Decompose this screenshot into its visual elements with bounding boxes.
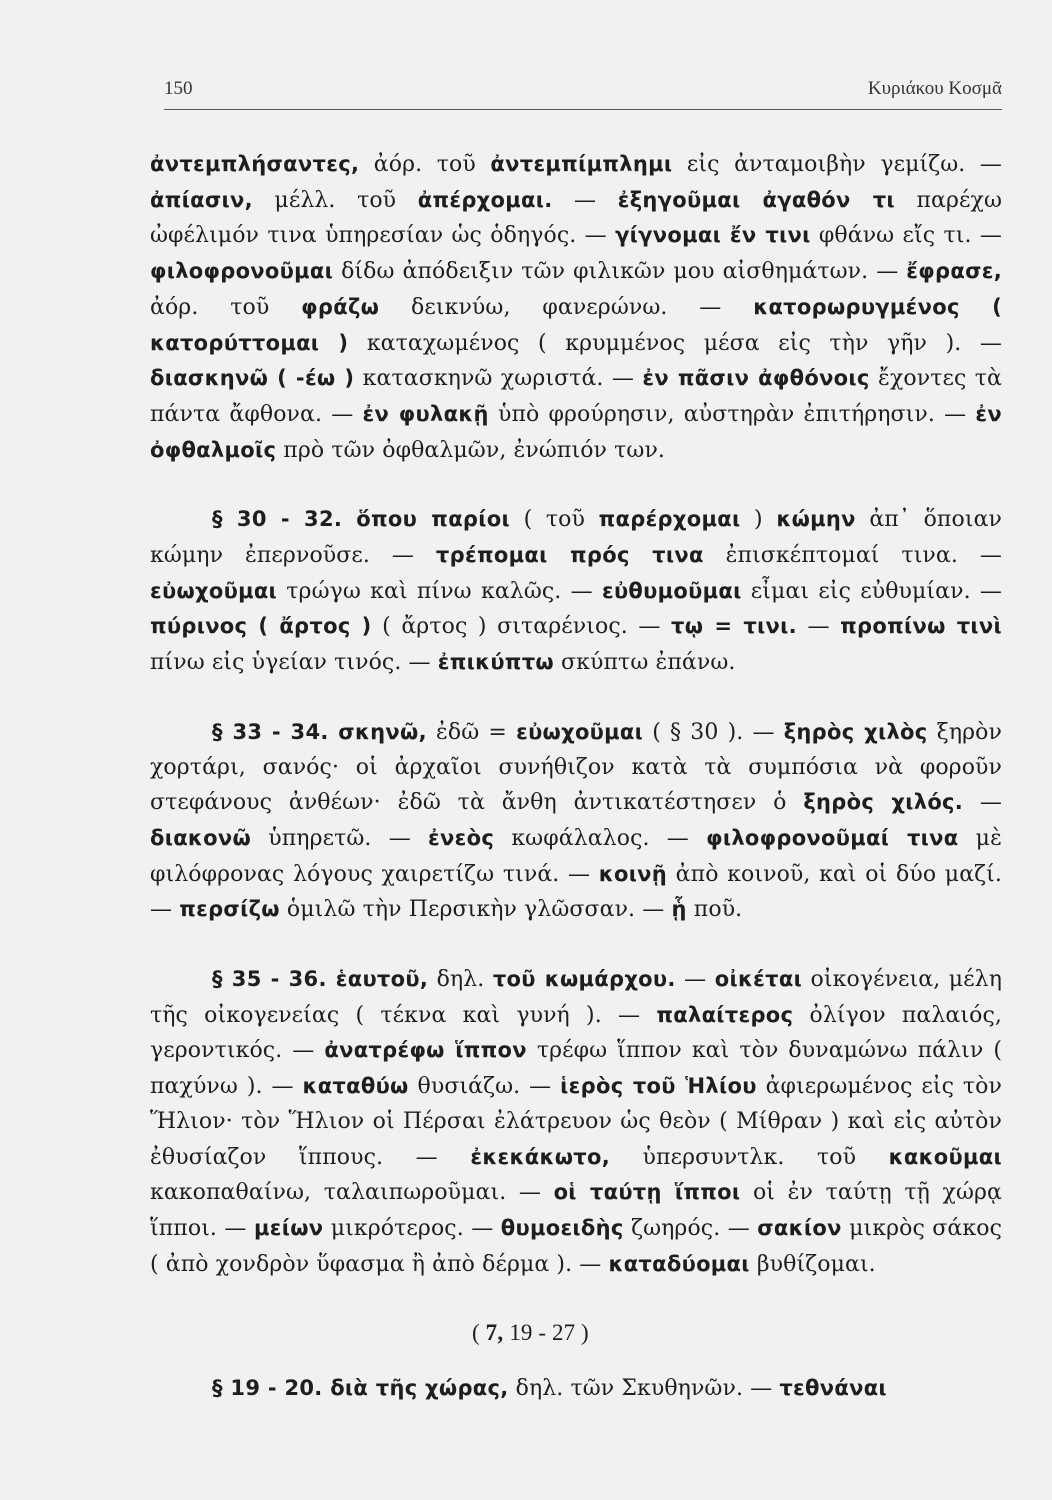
lemma: τρέπομαι πρός τινα bbox=[435, 543, 704, 568]
lemma: ἀνατρέφω ἵππον bbox=[324, 1038, 527, 1063]
lemma: φιλοφρονοῦμαι bbox=[150, 259, 334, 284]
lemma: ἀπέρχομαι. bbox=[417, 187, 553, 212]
gloss-text: εἰς ἀνταμοιβὴν γεμίζω. — bbox=[672, 152, 1002, 177]
chapter-ref-range: 19 - 27 ) bbox=[503, 1320, 589, 1346]
chapter-reference bbox=[150, 1316, 1002, 1351]
lemma: διασκηνῶ ( -έω ) bbox=[150, 366, 355, 391]
lemma: ἐν φυλακῇ bbox=[362, 401, 489, 426]
gloss-text: βυθίζομαι. bbox=[749, 1251, 876, 1277]
lemma: εὐωχοῦμαι bbox=[150, 578, 278, 603]
lemma: καταθύω bbox=[302, 1074, 409, 1099]
gloss-text: ἐπισκέπτομαί τινα. — bbox=[703, 543, 1002, 569]
lemma: εὐθυμοῦμαι bbox=[601, 578, 742, 603]
lemma: οἱ ταύτῃ ἵπποι bbox=[553, 1180, 741, 1205]
paragraph-intro bbox=[150, 147, 1002, 468]
gloss-text: δίδω ἀπόδειξιν τῶν φιλικῶν μου αἰσθημάτων. — bbox=[333, 259, 907, 285]
gloss-text: ἀόρ. τοῦ bbox=[359, 152, 491, 177]
lemma: ᾗ bbox=[671, 897, 687, 922]
lemma: φιλοφρονοῦμαί τινα bbox=[706, 825, 959, 850]
lemma: ἐκεκάκωτο, bbox=[470, 1144, 610, 1169]
lemma: προπίνω τινὶ bbox=[840, 614, 1002, 639]
lemma: ἀπίασιν, bbox=[150, 187, 253, 212]
gloss-text: ποῦ. bbox=[686, 897, 743, 923]
section-marker: § 30 - 32. bbox=[212, 507, 343, 532]
gloss-text: τρώγω καὶ πίνω καλῶς. — bbox=[277, 578, 602, 604]
lemma: ξηρὸς χιλός. bbox=[803, 790, 964, 815]
gloss-text: πίνω εἰς ὑγείαν τινός. — bbox=[150, 650, 438, 676]
gloss-text: — bbox=[675, 967, 715, 993]
lemma: ἐν ὀφθαλμοῖς bbox=[150, 401, 1002, 462]
lemma: τῳ = τινι. bbox=[671, 614, 797, 639]
gloss-text: ( § 30 ). — bbox=[643, 719, 784, 745]
lemma: οἰκέται bbox=[714, 967, 803, 992]
commentary-body bbox=[150, 147, 1002, 1407]
gloss-text: ἀόρ. τοῦ bbox=[150, 294, 302, 320]
lemma: ὅπου παρίοι bbox=[342, 507, 510, 532]
section-marker: § 35 - 36. bbox=[212, 967, 327, 992]
lemma: κακοῦμαι bbox=[888, 1144, 1002, 1169]
gloss-text: μὲ φιλόφρονας λόγους χαιρετίζω τινά. — bbox=[150, 825, 1002, 887]
paragraph-section-19-20 bbox=[150, 1371, 1002, 1407]
lemma: ἐν πᾶσιν ἀφθόνοις bbox=[642, 366, 870, 391]
gloss-text: καταχωμένος ( κρυμμένος μέσα εἰς τὴν γῆν ). — bbox=[348, 330, 1002, 356]
page-header bbox=[150, 78, 1002, 112]
gloss-text: ( τοῦ bbox=[509, 507, 599, 533]
gloss-text: εἶμαι εἰς εὐθυμίαν. — bbox=[741, 578, 1003, 604]
gloss-text: ὑπηρετῶ. — bbox=[251, 825, 429, 851]
gloss-text: ὑπερσυντλκ. τοῦ bbox=[609, 1144, 889, 1170]
chapter-ref-open: ( bbox=[472, 1320, 486, 1346]
lemma: ἀντεμπλήσαντες, bbox=[150, 152, 360, 176]
gloss-text: — bbox=[552, 187, 618, 213]
gloss-text: ( ἄρτος ) σιταρένιος. — bbox=[371, 614, 672, 640]
paragraph-section-33-34 bbox=[150, 715, 1002, 928]
gloss-text: φθάνω εἴς τι. — bbox=[810, 223, 1002, 249]
lemma: κατορωρυγμένος ( κατορύττομαι ) bbox=[150, 294, 1002, 355]
paragraph-section-35-36 bbox=[150, 962, 1002, 1282]
gloss-text: μικρὸς σάκος ( ἀπὸ χονδρὸν ὕφασμα ἢ ἀπὸ δέρμα ). — bbox=[150, 1215, 1003, 1277]
lemma: ἔφρασε, bbox=[906, 259, 1002, 284]
gloss-text: οἰκογένεια, μέλη τῆς οἰκογενείας ( τέκνα καὶ γυνή ). — bbox=[150, 967, 1003, 1028]
chapter-ref-book: 7, bbox=[485, 1320, 504, 1346]
lemma: περσίζω bbox=[179, 897, 280, 922]
lemma: πύρινος ( ἄρτος ) bbox=[150, 614, 372, 639]
gloss-text: μικρότερος. — bbox=[323, 1215, 501, 1241]
gloss-text: ἐδῶ = bbox=[426, 719, 517, 745]
lemma: τεθνάναι bbox=[779, 1376, 887, 1401]
header-rule bbox=[164, 109, 1002, 110]
lemma: διὰ τῆς χώρας, bbox=[322, 1376, 509, 1401]
lemma: κώμην bbox=[776, 507, 856, 532]
gloss-text: ἀφιερωμένος εἰς τὸν Ἥλιον· τὸν Ἥλιον οἱ Πέρσαι ἐλάτρευον ὡς θεὸν ( Μίθραν ) καὶ εἰς αὐτὸν ἐθυσίαζον ἵππους. — bbox=[150, 1074, 1003, 1170]
lemma: ἱερὸς τοῦ Ἡλίου bbox=[560, 1074, 757, 1099]
gloss-text: ὁμιλῶ τὴν Περσικὴν γλῶσσαν. — bbox=[279, 897, 672, 923]
lemma: ἐπικύπτω bbox=[437, 650, 554, 675]
gloss-text: τρέφω ἵππον καὶ τὸν δυναμώνω πάλιν ( παχύνω ). — bbox=[150, 1038, 1003, 1100]
gloss-text: κακοπαθαίνω, ταλαιπωροῦμαι. — bbox=[150, 1180, 554, 1206]
lemma: ἐνεὸς bbox=[428, 825, 495, 850]
gloss-text: κατασκηνῶ χωριστά. — bbox=[354, 366, 643, 392]
running-title: Κυριάκου Κοσμᾶ bbox=[867, 78, 1002, 99]
page-number: 150 bbox=[164, 78, 193, 99]
gloss-text: — bbox=[963, 790, 1002, 816]
gloss-text: κωφάλαλος. — bbox=[494, 825, 707, 851]
gloss-text: παρέχω ὠφέλιμόν τινα ὑπηρεσίαν ὡς ὁδηγός. — bbox=[150, 187, 1002, 249]
gloss-text: οἱ ἐν ταύτῃ τῇ χώρᾳ ἵπποι. — bbox=[150, 1180, 1003, 1241]
lemma: παρέρχομαι bbox=[598, 507, 741, 532]
gloss-text: ὀλίγον παλαιός, γεροντικός. — bbox=[150, 1002, 1002, 1064]
lemma: σακίον bbox=[757, 1215, 842, 1240]
lemma: εὐωχοῦμαι bbox=[516, 719, 644, 744]
lemma: διακονῶ bbox=[150, 825, 252, 850]
lemma: σκηνῶ, bbox=[328, 719, 427, 744]
lemma: ἐξηγοῦμαι ἀγαθόν τι bbox=[617, 187, 895, 212]
gloss-text: δηλ. τῶν Σκυθηνῶν. — bbox=[508, 1376, 780, 1402]
gloss-text: πρὸ τῶν ὀφθαλμῶν, ἐνώπιόν των. bbox=[276, 437, 666, 463]
lemma: θυμοειδὴς bbox=[500, 1215, 624, 1240]
gloss-text: ξηρὸν χορτάρι, σανός· οἱ ἀρχαῖοι συνήθιζον κατὰ τὰ συμπόσια νὰ φοροῦν στεφάνους ἀνθέων· ἐδῶ τὰ ἄνθη ἀντικατέστησεν ὁ bbox=[150, 719, 1003, 816]
lemma: τοῦ κωμάρχου. bbox=[492, 967, 676, 992]
lemma: ἑαυτοῦ, bbox=[326, 967, 429, 992]
gloss-text: δηλ. bbox=[428, 967, 493, 993]
section-marker: § 33 - 34. bbox=[212, 719, 329, 744]
lemma: παλαίτερος bbox=[656, 1002, 794, 1027]
lemma: γίγνομαι ἔν τινι bbox=[615, 223, 811, 248]
section-marker: § 19 - 20. bbox=[212, 1376, 323, 1401]
lemma: κοινῇ bbox=[598, 861, 668, 886]
lemma: καταδύομαι bbox=[608, 1251, 750, 1276]
lemma: ἀντεμπίμπλημι bbox=[490, 152, 673, 176]
paragraph-section-30-32 bbox=[150, 502, 1002, 681]
gloss-text: ὑπὸ φρούρησιν, αὐστηρὰν ἐπιτήρησιν. — bbox=[488, 401, 976, 427]
gloss-text: ) bbox=[740, 507, 777, 533]
gloss-text: ἀπ᾽ ὅποιαν κώμην ἐπερνοῦσε. — bbox=[150, 507, 1002, 569]
gloss-text: θυσιάζω. — bbox=[408, 1074, 561, 1100]
lemma: ξηρὸς χιλὸς bbox=[783, 719, 928, 744]
gloss-text: δεικνύω, φανερώνω. — bbox=[379, 294, 754, 320]
gloss-text: ζωηρός. — bbox=[623, 1215, 758, 1241]
gloss-text: μέλλ. τοῦ bbox=[252, 187, 418, 213]
gloss-text: σκύπτω ἐπάνω. bbox=[553, 650, 736, 676]
gloss-text: — bbox=[796, 614, 841, 640]
lemma: φράζω bbox=[301, 294, 380, 319]
gloss-text: ἀπὸ κοινοῦ, καὶ οἱ δύο μαζί. — bbox=[150, 861, 1002, 923]
gloss-text: ἔχοντες τὰ πάντα ἄφθονα. — bbox=[150, 366, 1003, 427]
lemma: μείων bbox=[253, 1215, 324, 1240]
